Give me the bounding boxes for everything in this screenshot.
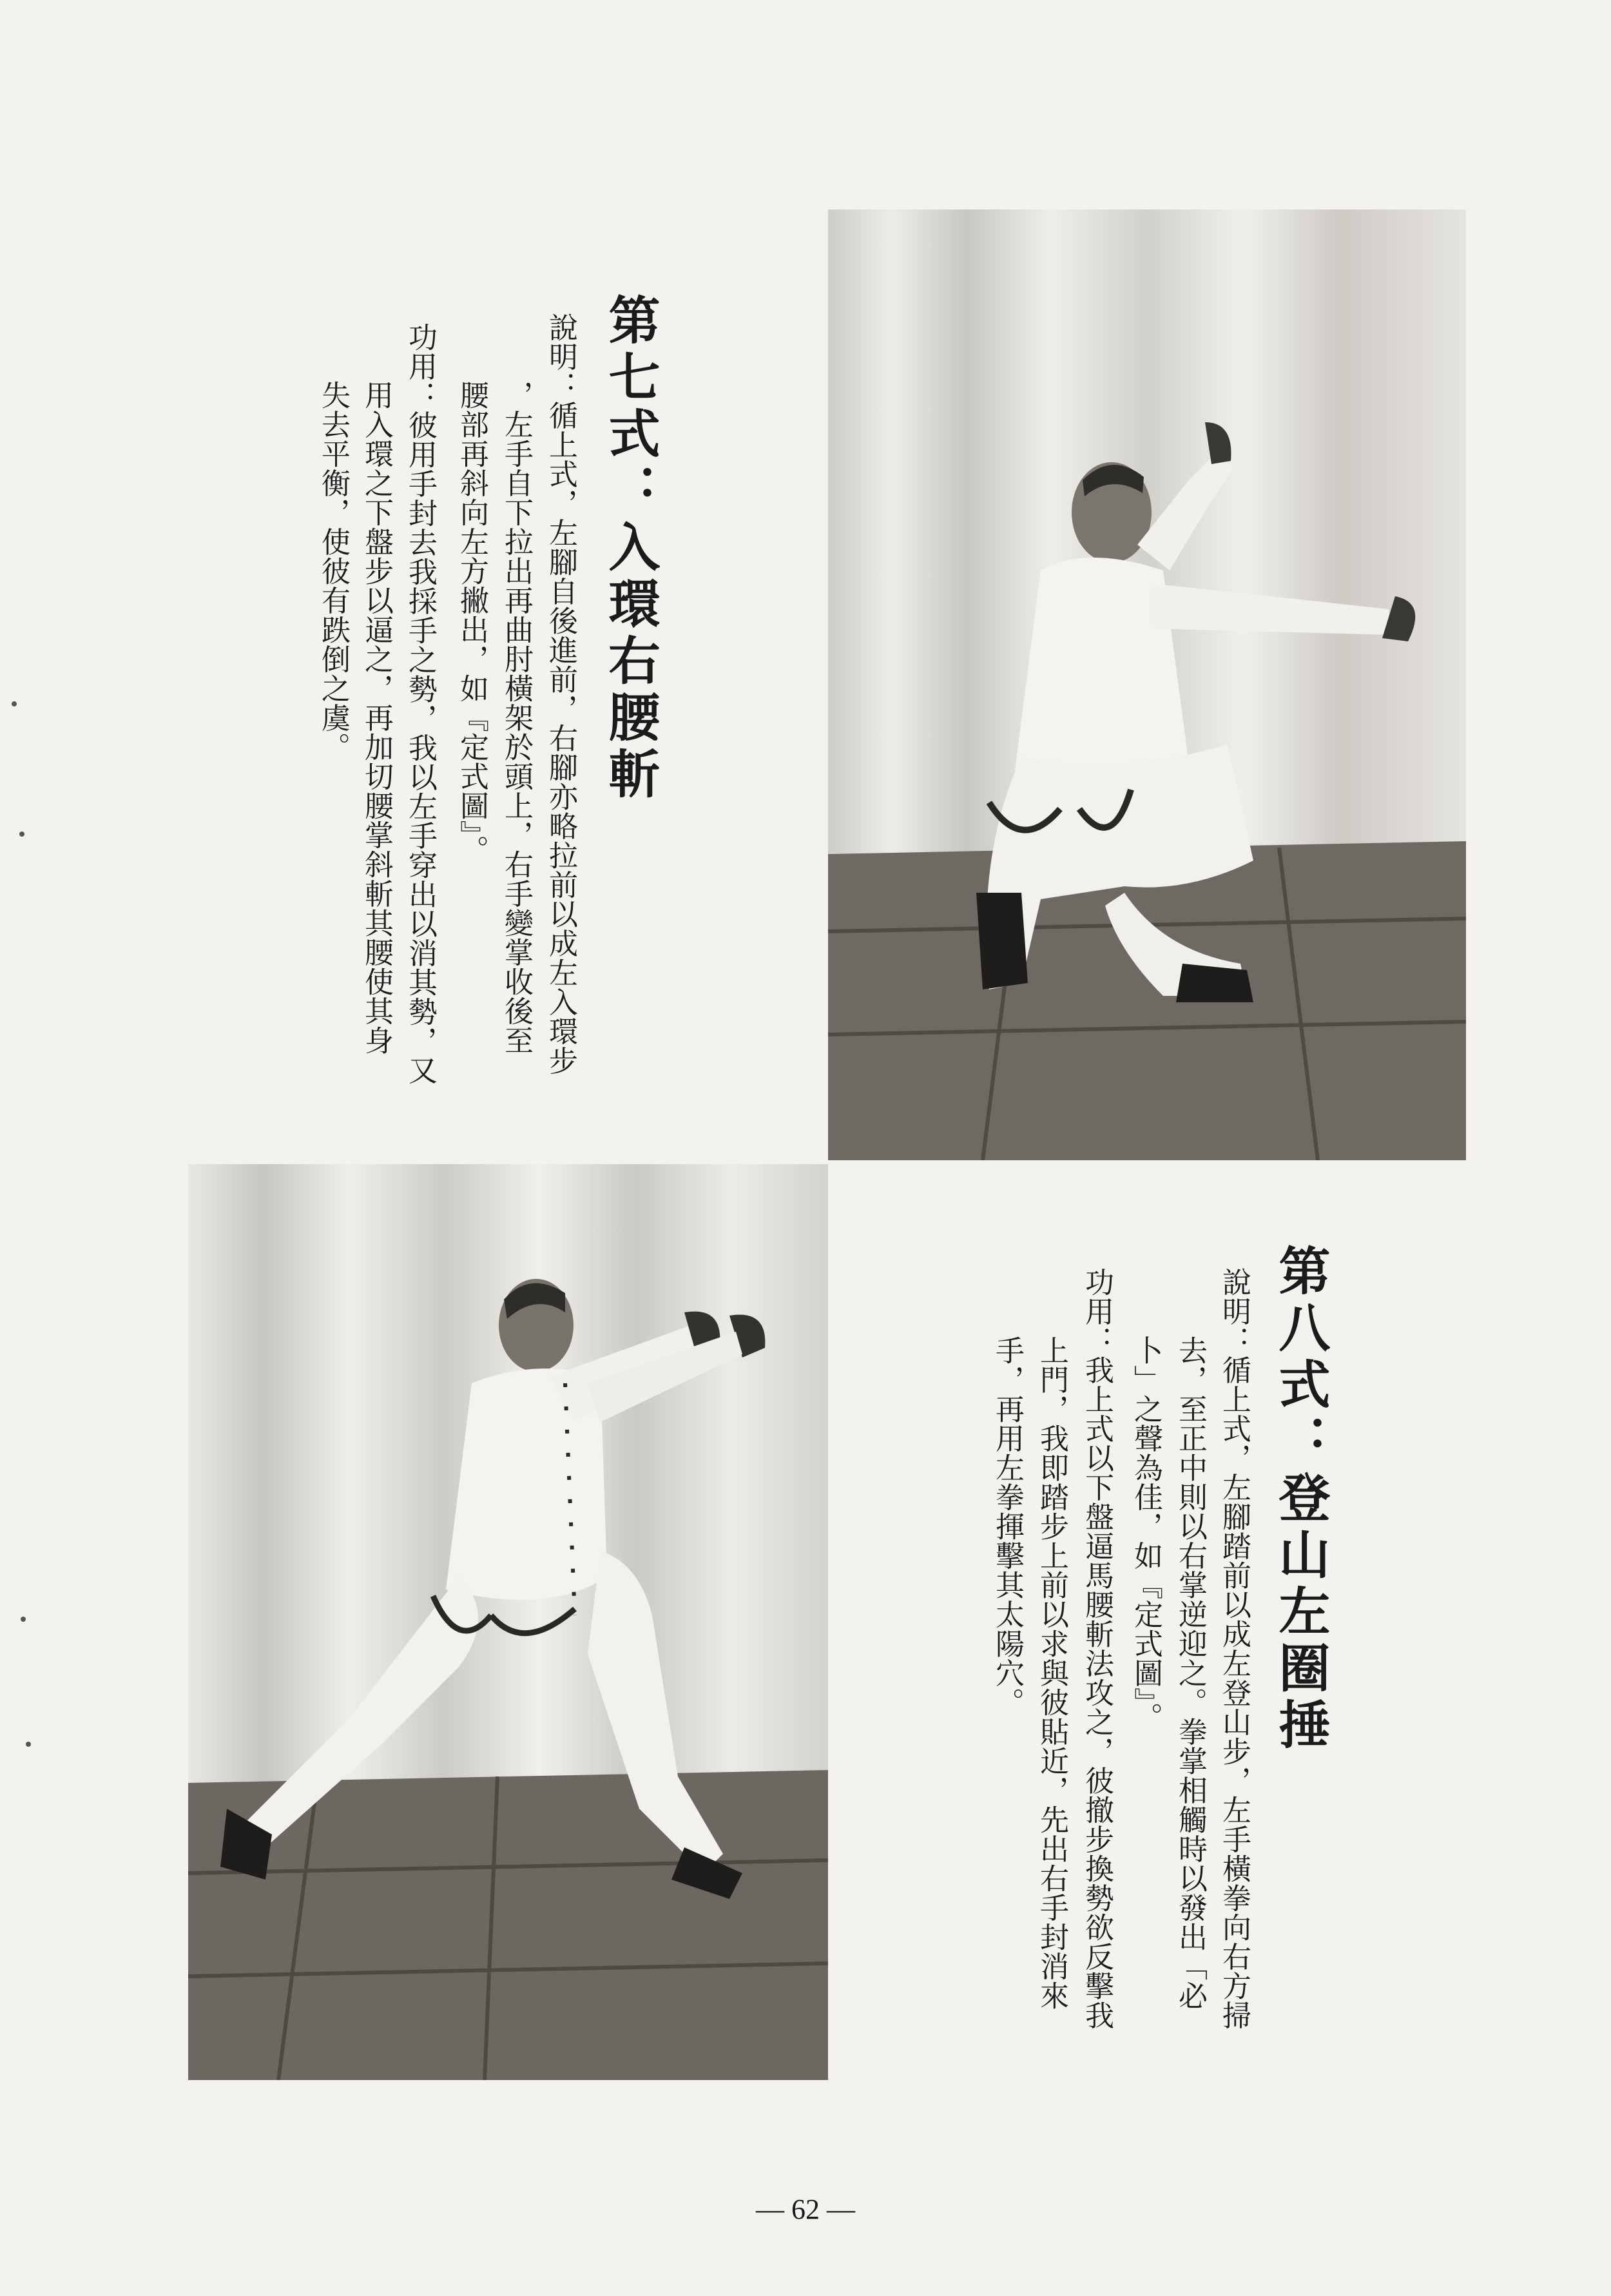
binding-speck (12, 701, 17, 706)
form7-photo (828, 209, 1466, 1160)
form8-function-line-1: 功用：我上式以下盤逼馬腰斬法攻之，彼撤步換勢欲反擊我 (1080, 1267, 1114, 2030)
form8-explanation-line-3: 卜」之聲為佳，如『定式圖』。 (1129, 1336, 1163, 1732)
form7-explanation-line-1: 說明：循上式，左腳自後進前，右腳亦略拉前以成左入環步 (544, 313, 578, 1075)
form8-function-line-3: 手，再用左拳揮擊其太陽穴。 (990, 1336, 1025, 1717)
form7-explanation-line-3: 腰部再斜向左方撇出，如『定式圖』。 (455, 380, 489, 864)
page-number: — 62 — (756, 2194, 855, 2225)
binding-speck (26, 1742, 31, 1747)
form8-explanation-line-1: 說明：循上式，左腳踏前以成左登山步，左手橫拳向右方掃 (1217, 1267, 1251, 2030)
form8-function-line-2: 上門，我即踏步上前以求與彼貼近，先出右手封消來 (1035, 1336, 1069, 2010)
form7-title: 第七式：入環右腰斬 (600, 293, 661, 804)
form8-title: 第八式：登山左圈捶 (1270, 1244, 1331, 1755)
form7-function-line-1: 功用：彼用手封去我採手之勢，我以左手穿出以消其勢，又 (403, 322, 438, 1085)
binding-speck (21, 1617, 26, 1622)
form7-explanation-line-2: ，左手自下拉出再曲肘橫架於頭上，右手變掌收後至 (499, 380, 534, 1055)
form8-explanation-line-2: 去，至正中則以右掌逆迎之。拳掌相觸時以發出「必 (1173, 1336, 1208, 2010)
binding-speck (19, 832, 24, 837)
form8-photo (188, 1164, 828, 2080)
form7-function-line-3: 失去平衡，使彼有跌倒之虞。 (316, 380, 351, 762)
form7-function-line-2: 用入環之下盤步以逼之，再加切腰掌斜斬其腰使其身 (360, 380, 394, 1055)
